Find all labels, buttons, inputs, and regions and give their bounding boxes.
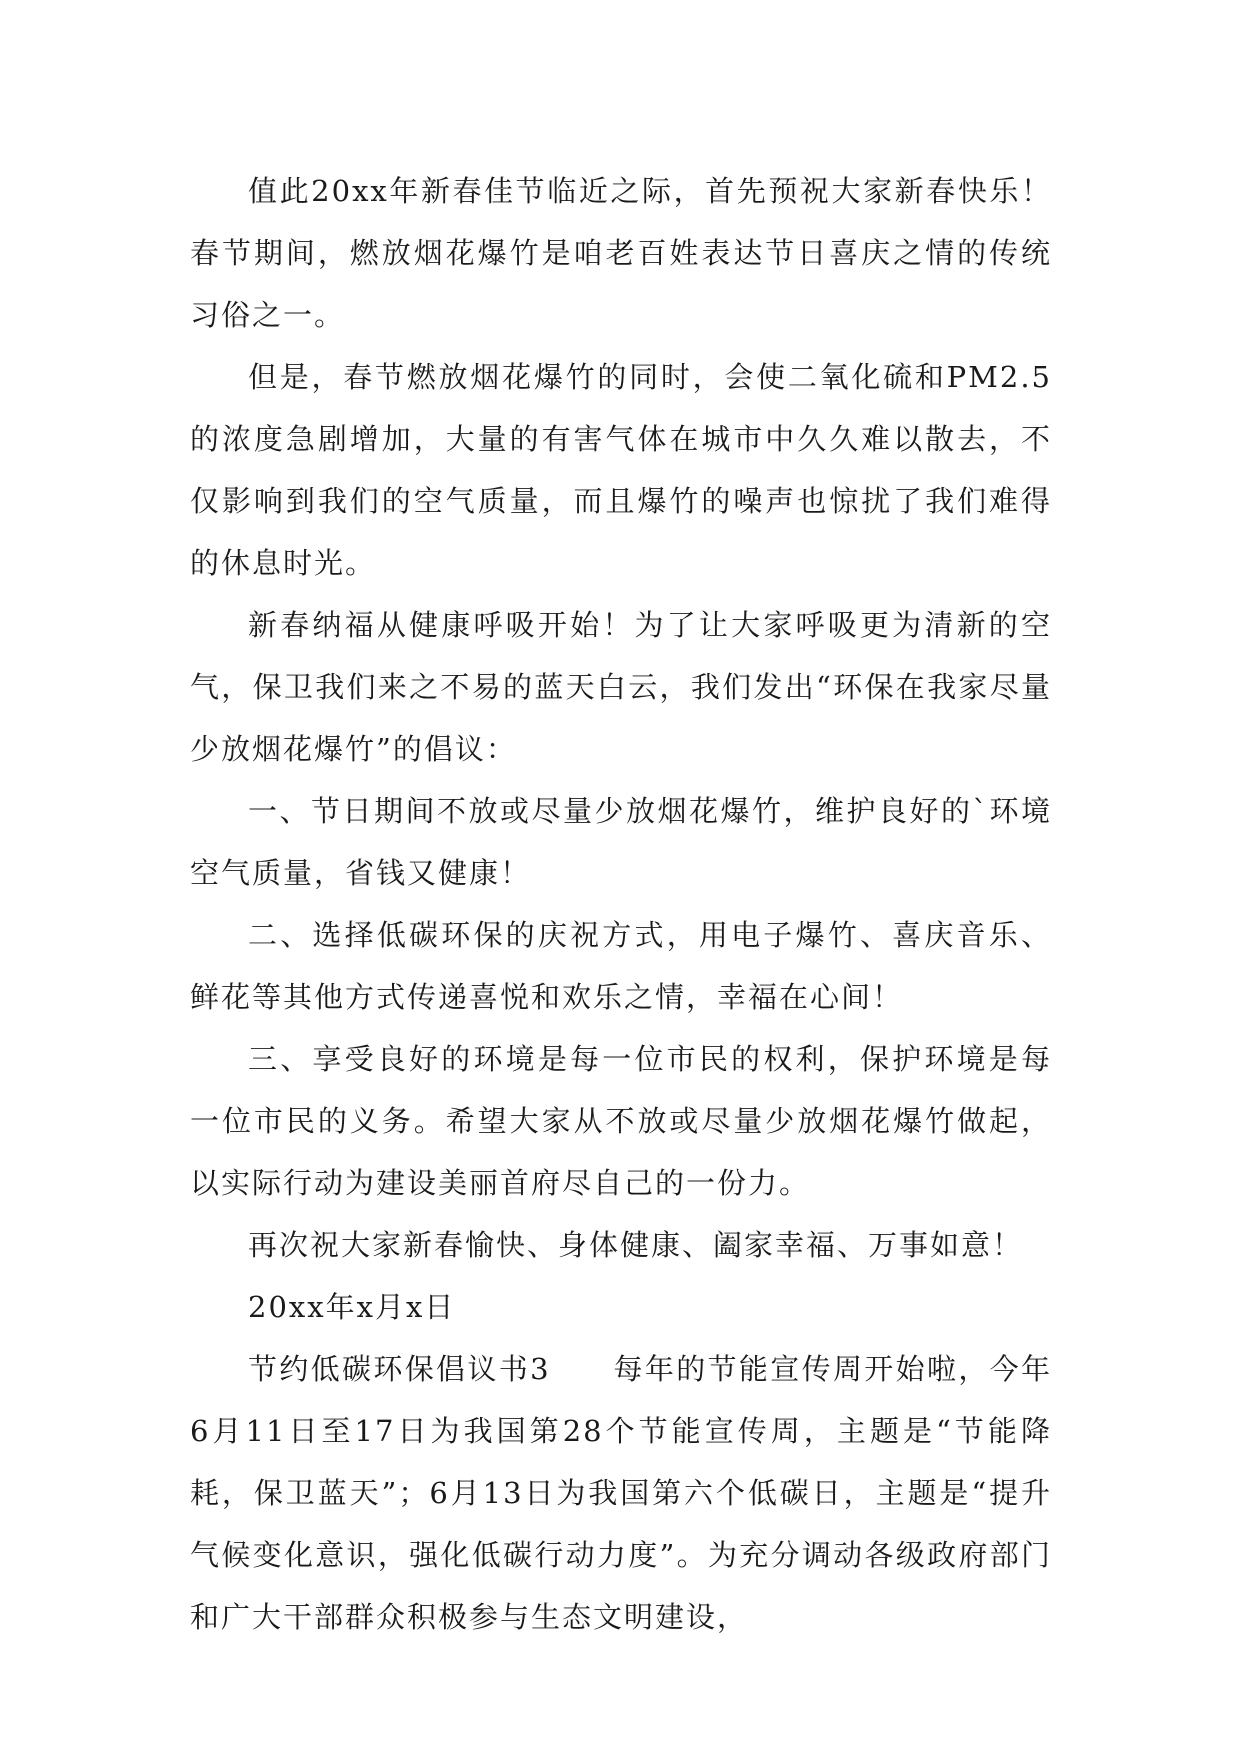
paragraph-point-three: 三、享受良好的环境是每一位市民的权利，保护环境是每一位市民的义务。希望大家从不放或尽量少放烟花爆竹做起，以实际行动为建设美丽首府尽自己的一份力。 bbox=[190, 1042, 1052, 1200]
paragraph-date: 20xx年x月x日 bbox=[248, 1290, 456, 1324]
paragraph-pollution: 但是，春节燃放烟花爆竹的同时，会使二氧化硫和PM2.5的浓度急剧增加，大量的有害气体在城市中久久难以散去，不仅影响到我们的空气质量，而且爆竹的噪声也惊扰了我们难得的休息时光。 bbox=[190, 360, 1052, 580]
paragraph-closing-wishes: 再次祝大家新春愉快、身体健康、阖家幸福、万事如意！ bbox=[248, 1228, 1024, 1262]
paragraph-greeting: 值此20xx年新春佳节临近之际，首先预祝大家新春快乐！春节期间，燃放烟花爆竹是咱老百姓表达节日喜庆之情的传统习俗之一。 bbox=[190, 174, 1052, 332]
paragraph-point-two: 二、选择低碳环保的庆祝方式，用电子爆竹、喜庆音乐、鲜花等其他方式传递喜悦和欢乐之情，幸福在心间！ bbox=[190, 918, 1052, 1014]
document-body bbox=[190, 160, 1052, 1648]
paragraph-proposal-three: 节约低碳环保倡议书3 每年的节能宣传周开始啦，今年6月11日至17日为我国第28个节能宣传周，主题是“节能降耗，保卫蓝天”；6月13日为我国第六个低碳日，主题是“提升气候变化意识，强化低碳行动力度”。为充分调动各级政府部门和广大干部群众积极参与生态文明建设， bbox=[190, 1352, 1052, 1634]
paragraph-point-one: 一、节日期间不放或尽量少放烟花爆竹，维护良好的`环境空气质量，省钱又健康！ bbox=[190, 794, 1052, 890]
paragraph-initiative: 新春纳福从健康呼吸开始！为了让大家呼吸更为清新的空气，保卫我们来之不易的蓝天白云，我们发出“环保在我家尽量少放烟花爆竹”的倡议： bbox=[190, 608, 1052, 766]
